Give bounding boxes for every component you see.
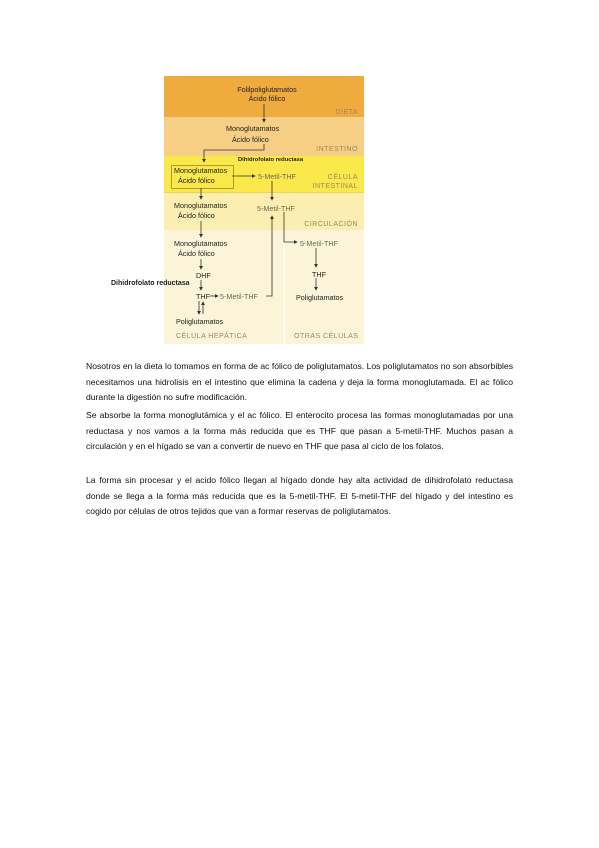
intestinal-product: 5-Metil-THF (258, 172, 296, 181)
dieta-line2: Ácido fólico (248, 94, 286, 103)
hep-methyl: 5-Metil-THF (220, 292, 258, 301)
hep-line1: Monoglutamatos (174, 239, 228, 248)
intestinal-line2: Ácido fólico (178, 176, 215, 185)
hep-line2: Ácido fólico (178, 249, 215, 258)
circ-line1: Monoglutamatos (174, 201, 228, 210)
other-thf: THF (312, 270, 326, 279)
intestino-line1: Monoglutamatos (226, 124, 280, 133)
hep-thf: THF (196, 292, 210, 301)
other-methyl: 5-Metil-THF (300, 239, 338, 248)
paragraph-1: Nosotros en la dieta lo tomamos en forma de ac fólico de poliglutamatos. Los poliglutamatos no son absorbibles necesitamos una hidrolisis en el intestino que elimina la cadena y deja la forma monoglutamada. El ac fólico durante la digestión no sufre modificación. (86, 361, 513, 402)
arrow-intestino-celula (204, 144, 264, 162)
label-otras-celulas: OTRAS CÉLULAS (294, 333, 359, 340)
label-intestinal: INTESTINAL (312, 183, 358, 190)
label-celula: CÉLULA (327, 174, 358, 181)
label-intestino: INTESTINO (316, 146, 358, 153)
intestino-line2: Ácido fólico (232, 135, 269, 144)
paragraph-2: Se absorbe la forma monoglutámica y el ac fólico. El enterocito procesa las formas monoglutamadas por una reductasa y nos vamos a la forma más reducida que es THF que pasan a 5-metil-THF. Muchos pasan a circulación y en el hígado se van a convertir de nuevo en THF que pasa al ciclo de los folatos. (86, 410, 513, 451)
enzyme-left: Dihidrofolato reductasa (111, 280, 190, 287)
paragraph-3: La forma sin procesar y el acido fólico llegan al hígado donde hay alta actividad de dihidrofolato reductasa donde se llega a la forma más reducida que es la 5-metil-THF. El 5-metil-THF del hígado y del intestino es cogido por células de otros tejidos que van a formar reservas de poliglutamatos. (86, 475, 513, 516)
dieta-line1: Folilpoliglutamatos (237, 85, 297, 94)
folate-metabolism-figure (111, 76, 364, 344)
intestinal-line1: Monoglutamatos (174, 166, 228, 175)
pathway-arrows (164, 76, 364, 344)
other-poly: Poliglutamatos (296, 293, 344, 302)
hep-dhf: DHF (196, 271, 211, 280)
arrow-methyl-circ-up (266, 216, 272, 296)
circ-line2: Ácido fólico (178, 211, 215, 220)
circ-product: 5-Metil-THF (257, 204, 295, 213)
label-celula-hepatica: CÉLULA HEPÁTICA (176, 333, 248, 340)
label-dieta: DIETA (335, 109, 358, 116)
label-circulacion: CIRCULACIÓN (304, 221, 358, 228)
hep-poly: Poliglutamatos (176, 317, 224, 326)
arrow-circ-other (284, 212, 297, 242)
enzyme-top: Dihidrofolato reductasa (238, 157, 304, 163)
